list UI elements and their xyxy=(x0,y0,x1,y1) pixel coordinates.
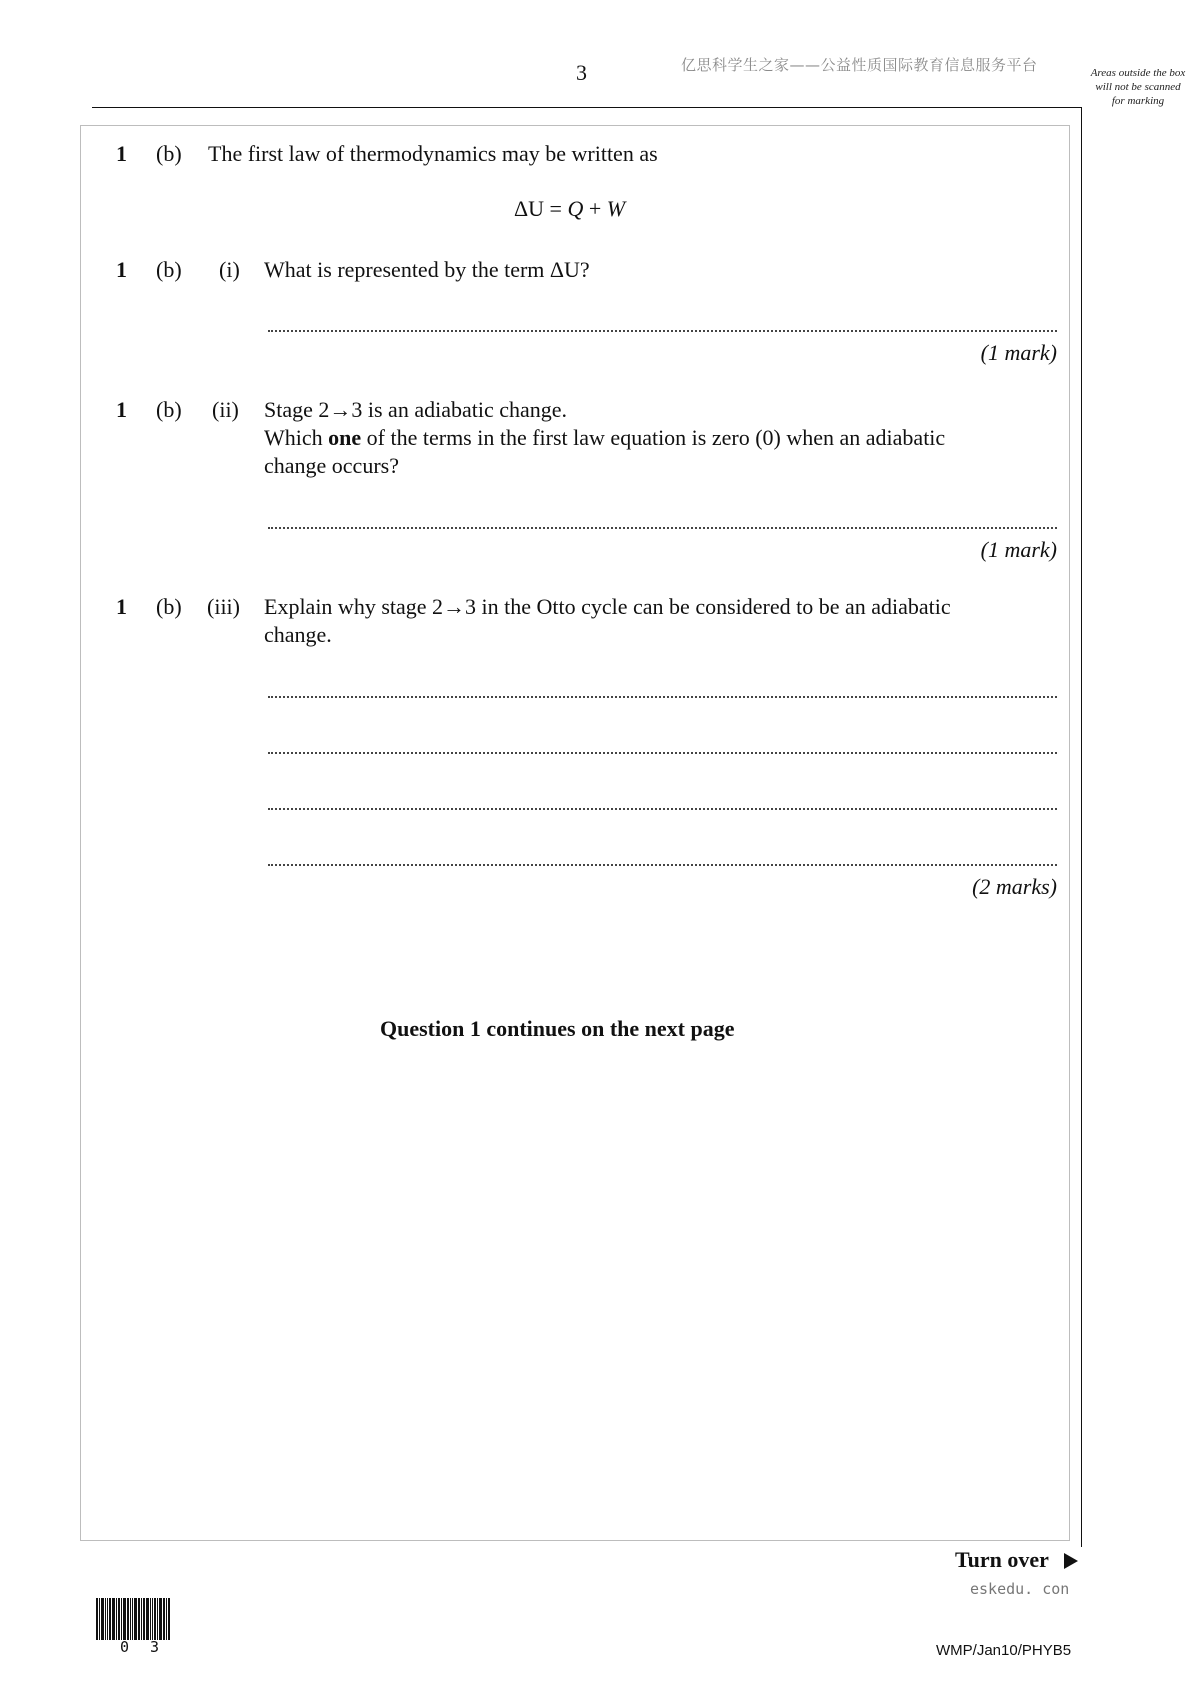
mark-allocation: (1 mark) xyxy=(980,537,1057,562)
paper-reference: WMP/Jan10/PHYB5 xyxy=(936,1642,1072,1659)
question-text-line xyxy=(264,424,945,452)
answer-line[interactable] xyxy=(268,527,1057,529)
page-number: 3 xyxy=(576,60,587,85)
mark-allocation: (2 marks) xyxy=(972,874,1057,899)
answer-line[interactable] xyxy=(268,696,1057,698)
answer-line[interactable] xyxy=(268,752,1057,754)
margin-note: Areas outside the box will not be scanned for marking xyxy=(1090,67,1186,107)
text-span: Which xyxy=(264,425,329,450)
equation-w: W xyxy=(606,196,626,221)
equation-plus: + xyxy=(583,196,607,221)
watermark-text: 亿思科学生之家——公益性质国际教育信息服务平台 xyxy=(681,56,1038,74)
question-subpart: (iii) xyxy=(207,594,240,619)
answer-line[interactable] xyxy=(268,808,1057,810)
question-text: The first law of thermodynamics may be written as xyxy=(208,141,658,166)
answer-box xyxy=(80,125,1070,1541)
turn-over-label: Turn over xyxy=(955,1547,1049,1572)
question-text-line: change. xyxy=(264,622,332,647)
equation-lhs: ΔU xyxy=(514,196,545,221)
question-text-line: Explain why stage 2→3 in the Otto cycle can be considered to be an adiabatic xyxy=(264,594,951,619)
question-number: 1 xyxy=(116,594,127,619)
question-text: What is represented by the term ΔU? xyxy=(264,257,590,282)
first-law-equation xyxy=(514,196,625,222)
barcode-number: 0 3 xyxy=(120,1638,166,1656)
question-subpart: (ii) xyxy=(212,397,239,422)
top-rule xyxy=(92,107,1082,108)
right-margin-rule xyxy=(1081,107,1082,1547)
continues-note: Question 1 continues on the next page xyxy=(380,1016,735,1041)
question-number: 1 xyxy=(116,397,127,422)
question-subpart: (i) xyxy=(219,257,240,282)
turn-over-arrow-icon xyxy=(1064,1553,1078,1569)
question-number: 1 xyxy=(116,141,127,166)
question-text-line: Stage 2→3 is an adiabatic change. xyxy=(264,397,568,422)
equation-q: Q xyxy=(567,196,584,221)
equation-equals: = xyxy=(544,196,568,221)
question-number: 1 xyxy=(116,257,127,282)
site-watermark: eskedu. con xyxy=(970,1580,1070,1598)
question-part: (b) xyxy=(156,397,182,422)
answer-line[interactable] xyxy=(268,864,1057,866)
question-part: (b) xyxy=(156,141,182,166)
question-part: (b) xyxy=(156,594,182,619)
mark-allocation: (1 mark) xyxy=(980,340,1057,365)
emphasis-text: one xyxy=(328,425,362,450)
question-text-line: change occurs? xyxy=(264,453,399,478)
answer-line[interactable] xyxy=(268,330,1057,332)
text-span: of the terms in the first law equation is zero (0) when an adiabatic xyxy=(361,425,946,450)
barcode-icon xyxy=(96,1598,188,1640)
question-part: (b) xyxy=(156,257,182,282)
